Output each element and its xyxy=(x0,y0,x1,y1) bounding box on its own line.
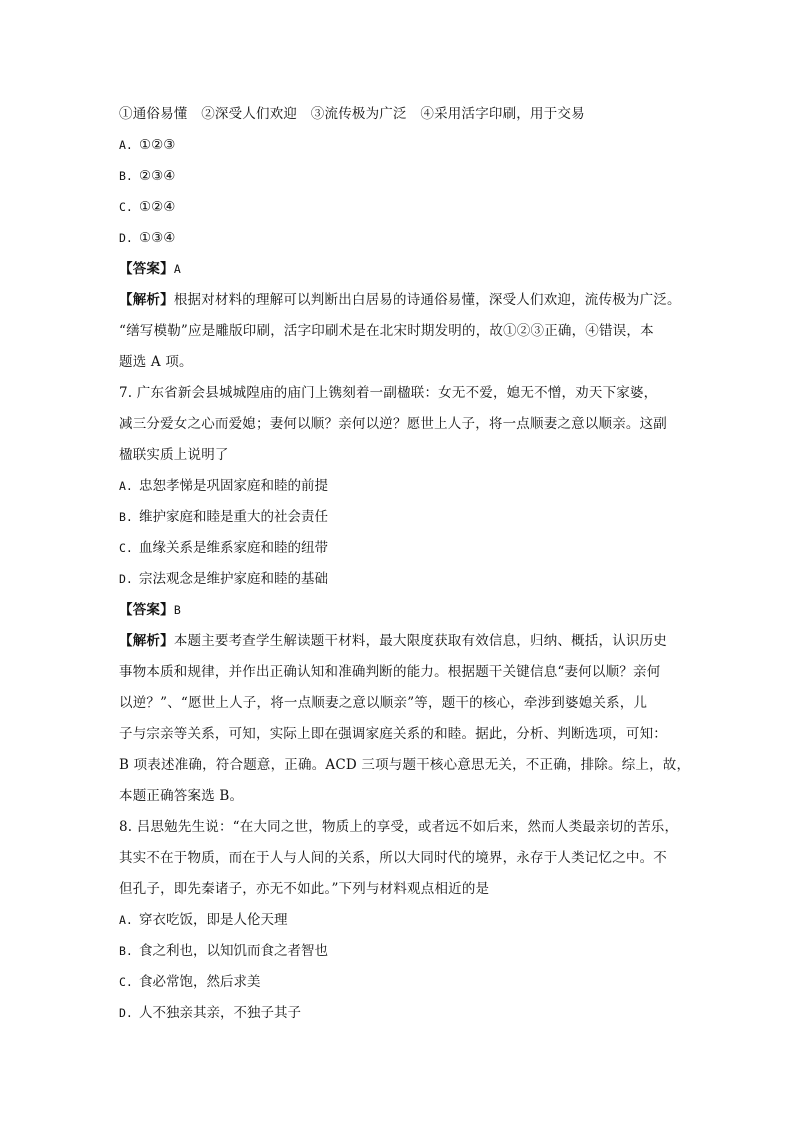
analysis-line: 题选 A 项。 xyxy=(119,354,193,370)
q7-option-b[interactable] xyxy=(119,502,689,533)
option-text: 人不独亲其亲，不独子其子 xyxy=(139,1005,301,1021)
option-text: 食必常饱，然后求美 xyxy=(139,974,261,990)
option-letter: A. xyxy=(119,913,133,927)
option-text: ①③④ xyxy=(139,230,176,246)
q6-option-d[interactable] xyxy=(119,223,689,254)
q6-option-a[interactable] xyxy=(119,130,689,161)
analysis-line: 本题正确答案选 B。 xyxy=(119,788,244,804)
q8-option-c[interactable] xyxy=(119,967,689,998)
option-letter: C. xyxy=(119,200,133,214)
option-letter: B. xyxy=(119,169,133,183)
stem-line: 但孔子，即先秦诸子，亦无不如此。”下列与材料观点相近的是 xyxy=(119,881,490,897)
stem-line: 楹联实质上说明了 xyxy=(119,447,229,463)
q8-option-b[interactable] xyxy=(119,936,689,967)
analysis-line: B 项表述准确，符合题意，正确。ACD 三项与题干核心意思无关，不正确，排除。综上，故， xyxy=(119,757,691,773)
option-letter: D. xyxy=(119,231,133,245)
answer-value: A xyxy=(173,262,181,276)
option-text: ②③④ xyxy=(139,168,176,184)
analysis-line: 子与宗亲等关系，可知，实际上即在强调家庭关系的和睦。据此，分析、判断选项，可知： xyxy=(119,726,667,742)
document-page xyxy=(119,99,689,1029)
option-letter: D. xyxy=(119,1006,133,1020)
stem-line: 8. 吕思勉先生说：“在大同之世，物质上的享受，或者远不如后来，然而人类最亲切的苦乐， xyxy=(119,819,679,835)
option-letter: A. xyxy=(119,138,133,152)
option-text: 忠恕孝悌是巩固家庭和睦的前提 xyxy=(139,478,328,494)
stem-line: 减三分爱女之心而爱媳；妻何以顺？亲何以逆？愿世上人子，将一点顺妻之意以顺亲。这副 xyxy=(119,416,667,432)
analysis-line xyxy=(119,285,689,316)
option-text: ①②④ xyxy=(139,199,176,215)
answer-label: 【答案】 xyxy=(119,602,174,618)
analysis-text: 根据对材料的理解可以判断出白居易的诗通俗易懂，深受人们欢迎，流传极为广泛。 xyxy=(173,292,681,308)
option-text: 维护家庭和睦是重大的社会责任 xyxy=(139,509,328,525)
analysis-line: “缮写模勒”应是雕版印刷，活字印刷术是在北宋时期发明的，故①②③正确，④错误，本 xyxy=(119,323,654,339)
stem-line: 其实不在于物质，而在于人与人间的关系，所以大同时代的境界，永存于人类记忆之中。不 xyxy=(119,850,667,866)
analysis-line: 以逆？”、“愿世上人子，将一点顺妻之意以顺亲”等，题干的核心，牵涉到婆媳关系，儿 xyxy=(119,695,648,711)
q7-stem xyxy=(119,378,689,471)
q6-analysis xyxy=(119,285,689,378)
analysis-label: 【解析】 xyxy=(119,633,174,649)
option-text: ①②③ xyxy=(139,137,176,153)
option-text: 血缘关系是维系家庭和睦的纽带 xyxy=(139,540,328,556)
analysis-label: 【解析】 xyxy=(119,292,174,308)
stem-line: 7. 广东省新会县城城隍庙的庙门上镌刻着一副楹联：女无不爱，媳无不憎，劝天下家婆， xyxy=(119,385,658,401)
q6-statements: ①通俗易懂 ②深受人们欢迎 ③流传极为广泛 ④采用活字印刷，用于交易 xyxy=(119,106,585,122)
option-text: 食之利也，以知饥而食之者智也 xyxy=(139,943,328,959)
q6-option-b[interactable] xyxy=(119,161,689,192)
option-letter: B. xyxy=(119,944,133,958)
option-text: 穿衣吃饭，即是人伦天理 xyxy=(139,912,288,928)
q6-option-c[interactable] xyxy=(119,192,689,223)
option-letter: B. xyxy=(119,510,133,524)
option-letter: C. xyxy=(119,541,133,555)
option-letter: D. xyxy=(119,572,133,586)
q8-option-d[interactable] xyxy=(119,998,689,1029)
analysis-line xyxy=(119,626,689,657)
option-text: 宗法观念是维护家庭和睦的基础 xyxy=(139,571,328,587)
option-letter: C. xyxy=(119,975,133,989)
q8-stem xyxy=(119,812,689,905)
q6-answer xyxy=(119,254,689,285)
q7-analysis xyxy=(119,626,689,812)
answer-value: B xyxy=(173,603,181,617)
option-letter: A. xyxy=(119,479,133,493)
q7-option-a[interactable] xyxy=(119,471,689,502)
analysis-line: 事物本质和规律，并作出正确认知和准确判断的能力。根据题干关键信息“妻何以顺？亲何 xyxy=(119,664,661,680)
answer-label: 【答案】 xyxy=(119,261,174,277)
q8-option-a[interactable] xyxy=(119,905,689,936)
analysis-text: 本题主要考查学生解读题干材料，最大限度获取有效信息，归纳、概括，认识历史 xyxy=(173,633,668,649)
q7-option-d[interactable] xyxy=(119,564,689,595)
q7-answer xyxy=(119,595,689,626)
q7-option-c[interactable] xyxy=(119,533,689,564)
